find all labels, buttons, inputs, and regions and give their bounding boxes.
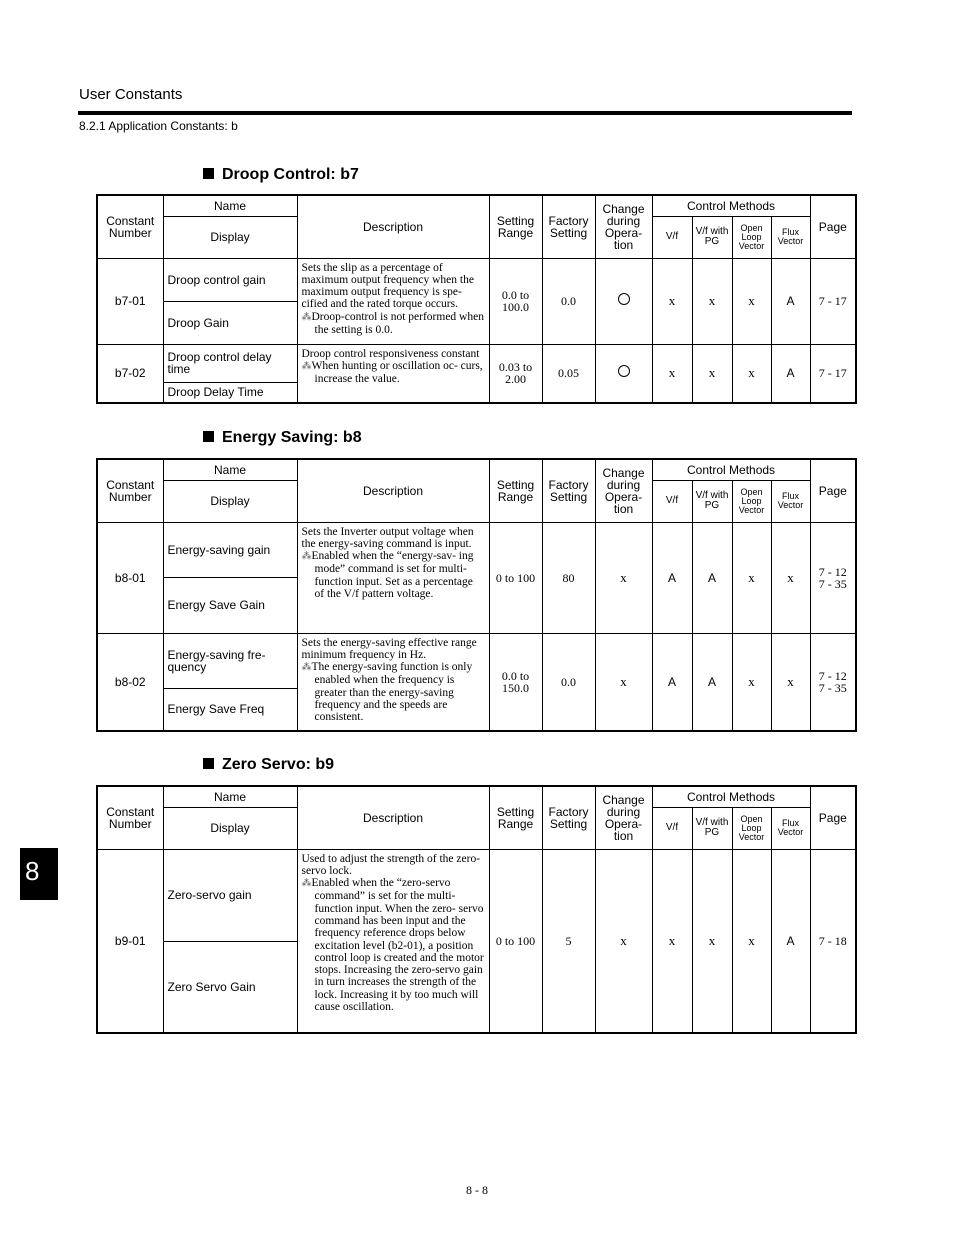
param-display: Droop Gain — [163, 301, 297, 344]
hdr-setting-range: Setting Range — [489, 195, 542, 258]
hdr-vf: V/f — [652, 807, 692, 849]
hdr-control-methods: Control Methods — [652, 195, 810, 216]
change-during-operation: x — [595, 849, 652, 1033]
setting-range: 0.0 to 100.0 — [489, 258, 542, 344]
page-ref: 7 - 18 — [810, 849, 856, 1033]
factory-setting: 0.0 — [542, 258, 595, 344]
method-flux-vector: x — [771, 633, 810, 731]
constant-number: b7-01 — [97, 258, 163, 344]
hdr-vf: V/f — [652, 216, 692, 258]
method-vf-pg: A — [692, 522, 732, 633]
description-note: When hunting or oscillation oc- curs, increase the value. — [311, 359, 483, 386]
change-during-operation — [595, 258, 652, 344]
setting-range: 0 to 100 — [489, 849, 542, 1033]
hdr-vf-pg: V/f with PG — [692, 216, 732, 258]
hdr-display: Display — [163, 807, 297, 849]
change-during-operation: x — [595, 522, 652, 633]
hdr-constant-number: Constant Number — [97, 786, 163, 849]
section-title-energy — [203, 429, 362, 447]
hdr-name: Name — [163, 459, 297, 480]
hdr-change-during: Change during Opera- tion — [595, 195, 652, 258]
section-title-text: Droop Control: b7 — [222, 166, 359, 183]
hdr-description: Description — [297, 786, 489, 849]
constant-number: b8-01 — [97, 522, 163, 633]
param-description — [297, 633, 489, 731]
setting-range: 0.0 to 150.0 — [489, 633, 542, 731]
section-title-zero-servo — [203, 756, 334, 774]
square-bullet-icon — [203, 168, 214, 179]
hdr-control-methods: Control Methods — [652, 786, 810, 807]
method-vf-pg: A — [692, 633, 732, 731]
param-display: Energy Save Gain — [163, 577, 297, 633]
section-title-text: Zero Servo: b9 — [222, 756, 335, 773]
method-flux-vector: A — [771, 849, 810, 1033]
header-rule — [78, 111, 852, 115]
method-vf: x — [652, 258, 692, 344]
change-during-operation: x — [595, 633, 652, 731]
param-display: Energy Save Freq — [163, 688, 297, 731]
method-vf: A — [652, 522, 692, 633]
constant-number: b9-01 — [97, 849, 163, 1033]
method-vf: A — [652, 633, 692, 731]
change-during-operation — [595, 344, 652, 403]
param-name: Droop control delay time — [163, 344, 297, 382]
hdr-flux-vector: Flux Vector — [771, 807, 810, 849]
description-text: Sets the slip as a percentage of maximum output frequency when the maximum output frequency is spe- cified and the rated torque occurs. — [301, 261, 474, 311]
hdr-vf-pg: V/f with PG — [692, 807, 732, 849]
param-description — [297, 258, 489, 344]
method-flux-vector: x — [771, 522, 810, 633]
hdr-constant-number: Constant Number — [97, 459, 163, 522]
hdr-open-loop: Open Loop Vector — [732, 807, 771, 849]
section-title-droop — [203, 166, 359, 184]
hdr-setting-range: Setting Range — [489, 786, 542, 849]
description-text: Sets the Inverter output voltage when the energy-saving command is input. — [301, 525, 474, 550]
page-ref: 7 - 17 — [810, 258, 856, 344]
hdr-display: Display — [163, 480, 297, 522]
page-ref: 7 - 17 — [810, 344, 856, 403]
param-name: Droop control gain — [163, 258, 297, 301]
square-bullet-icon — [203, 431, 214, 442]
energy-saving-table — [96, 458, 857, 732]
chapter-tab: 8 — [20, 848, 58, 900]
param-description — [297, 344, 489, 403]
hdr-flux-vector: Flux Vector — [771, 216, 810, 258]
hdr-constant-number: Constant Number — [97, 195, 163, 258]
note-asterisk-icon: ⁂ — [301, 360, 312, 372]
param-description — [297, 522, 489, 633]
zero-servo-table — [96, 785, 857, 1034]
method-open-loop: x — [732, 344, 771, 403]
param-display: Droop Delay Time — [163, 382, 297, 403]
hdr-vf-pg: V/f with PG — [692, 480, 732, 522]
circle-icon — [618, 365, 630, 377]
hdr-name: Name — [163, 786, 297, 807]
note-asterisk-icon: ⁂ — [301, 662, 312, 674]
note-asterisk-icon: ⁂ — [301, 311, 312, 323]
droop-control-table — [96, 194, 857, 404]
hdr-name: Name — [163, 195, 297, 216]
hdr-flux-vector: Flux Vector — [771, 480, 810, 522]
hdr-page: Page — [810, 786, 856, 849]
factory-setting: 5 — [542, 849, 595, 1033]
header-subsection: 8.2.1 Application Constants: b — [79, 119, 238, 133]
constant-number: b7-02 — [97, 344, 163, 403]
hdr-display: Display — [163, 216, 297, 258]
hdr-factory-setting: Factory Setting — [542, 786, 595, 849]
method-vf-pg: x — [692, 849, 732, 1033]
setting-range: 0.03 to 2.00 — [489, 344, 542, 403]
method-vf: x — [652, 344, 692, 403]
page-number: 8 - 8 — [466, 1183, 488, 1197]
section-title-text: Energy Saving: b8 — [222, 429, 362, 446]
method-vf: x — [652, 849, 692, 1033]
setting-range: 0 to 100 — [489, 522, 542, 633]
square-bullet-icon — [203, 758, 214, 769]
description-note: The energy-saving function is only enabled when the frequency is greater than the energy-saving frequency and the speeds are consistent. — [311, 661, 473, 724]
method-open-loop: x — [732, 849, 771, 1033]
description-note: Enabled when the “zero-servo command” is set for the multi- function input. When the zero- servo command has been input and the frequency reference drops below excitation level (b2-01), a position control loop is created and the motor stops. Increasing the zero-servo gain in turn increases the strength of the lock. Increasing it by too much will cause oscillation. — [311, 877, 484, 1014]
method-open-loop: x — [732, 633, 771, 731]
hdr-page: Page — [810, 195, 856, 258]
param-display: Zero Servo Gain — [163, 941, 297, 1033]
hdr-change-during: Change during Opera- tion — [595, 786, 652, 849]
constant-number: b8-02 — [97, 633, 163, 731]
hdr-change-during: Change during Opera- tion — [595, 459, 652, 522]
description-text: Used to adjust the strength of the zero-servo lock. — [301, 852, 481, 877]
method-vf-pg: x — [692, 344, 732, 403]
hdr-open-loop: Open Loop Vector — [732, 480, 771, 522]
header-title: User Constants — [79, 86, 183, 103]
factory-setting: 80 — [542, 522, 595, 633]
page-ref: 7 - 12 7 - 35 — [810, 633, 856, 731]
method-flux-vector: A — [771, 258, 810, 344]
hdr-description: Description — [297, 459, 489, 522]
note-asterisk-icon: ⁂ — [301, 878, 312, 890]
hdr-control-methods: Control Methods — [652, 459, 810, 480]
factory-setting: 0.05 — [542, 344, 595, 403]
description-note: Droop-control is not performed when the setting is 0.0. — [311, 310, 484, 336]
circle-icon — [618, 293, 630, 305]
method-vf-pg: x — [692, 258, 732, 344]
description-note: Enabled when the “energy-sav- ing mode” command is set for multi-function input. Set as a percentage of the V/f pattern voltage. — [311, 550, 474, 600]
param-description — [297, 849, 489, 1033]
description-text: Sets the energy-saving effective range minimum frequency in Hz. — [301, 636, 477, 661]
method-open-loop: x — [732, 258, 771, 344]
param-name: Zero-servo gain — [163, 849, 297, 941]
hdr-open-loop: Open Loop Vector — [732, 216, 771, 258]
page-ref: 7 - 12 7 - 35 — [810, 522, 856, 633]
param-name: Energy-saving gain — [163, 522, 297, 577]
param-name: Energy-saving fre- quency — [163, 633, 297, 688]
hdr-factory-setting: Factory Setting — [542, 195, 595, 258]
note-asterisk-icon: ⁂ — [301, 551, 312, 563]
hdr-description: Description — [297, 195, 489, 258]
method-open-loop: x — [732, 522, 771, 633]
description-text: Droop control responsiveness constant — [301, 347, 480, 360]
hdr-setting-range: Setting Range — [489, 459, 542, 522]
factory-setting: 0.0 — [542, 633, 595, 731]
hdr-page: Page — [810, 459, 856, 522]
method-flux-vector: A — [771, 344, 810, 403]
hdr-factory-setting: Factory Setting — [542, 459, 595, 522]
hdr-vf: V/f — [652, 480, 692, 522]
